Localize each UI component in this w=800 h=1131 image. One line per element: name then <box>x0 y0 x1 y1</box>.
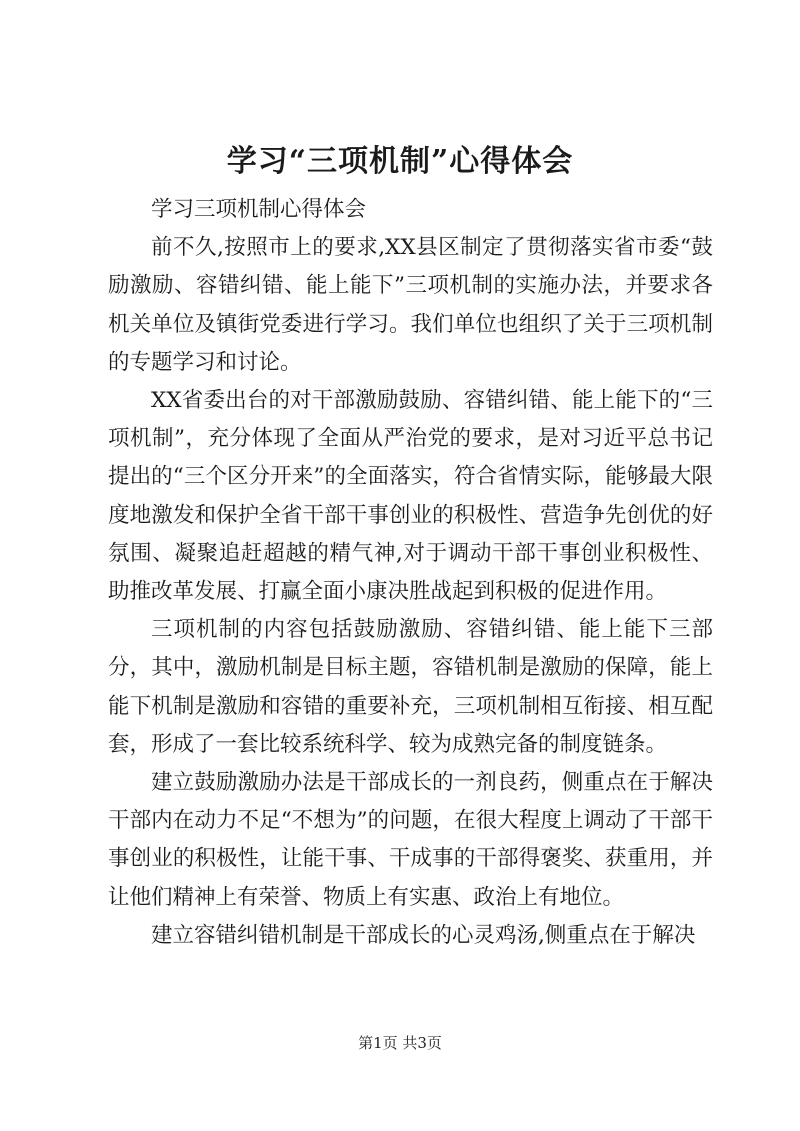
paragraph: 建立容错纠错机制是干部成长的心灵鸡汤,侧重点在于解决 <box>151 922 696 948</box>
paragraph: 前不久,按照市上的要求,XX县区制定了贯彻落实省市委“鼓励激励、容错纠错、能上能下”三项机制的实施办法，并要求各机关单位及镇街党委进行学习。我们单位也组织了关于三项机制的专题学习和讨论。 <box>108 235 713 375</box>
document-title: 学习“三项机制”心得体会 <box>226 144 574 179</box>
paragraph: 建立鼓励激励办法是干部成长的一剂良药，侧重点在于解决干部内在动力不足“不想为”的问题，在很大程度上调动了干部干事创业的积极性，让能干事、干成事的干部得褒奖、获重用，并让他们精神上有荣誉、物质上有实惠、政治上有地位。 <box>108 770 713 910</box>
paragraph-subtitle: 学习三项机制心得体会 <box>151 197 367 222</box>
page-number-footer: 第1页 共3页 <box>358 1034 442 1052</box>
document-body <box>108 191 713 955</box>
paragraph: 三项机制的内容包括鼓励激励、容错纠错、能上能下三部分，其中，激励机制是目标主题，容错机制是激励的保障，能上能下机制是激励和容错的重要补充，三项机制相互衔接、相互配套，形成了一套比较系统科学、较为成熟完备的制度链条。 <box>108 617 713 757</box>
paragraph: XX省委出台的对干部激励鼓励、容错纠错、能上能下的“三项机制”，充分体现了全面从严治党的要求，是对习近平总书记提出的“三个区分开来”的全面落实，符合省情实际，能够最大限度地激发和保护全省干部干事创业的积极性、营造争先创优的好氛围、凝聚追赶超越的精气神,对于调动干部干事创业积极性、助推改革发展、打赢全面小康决胜战起到积极的促进作用。 <box>108 388 713 605</box>
